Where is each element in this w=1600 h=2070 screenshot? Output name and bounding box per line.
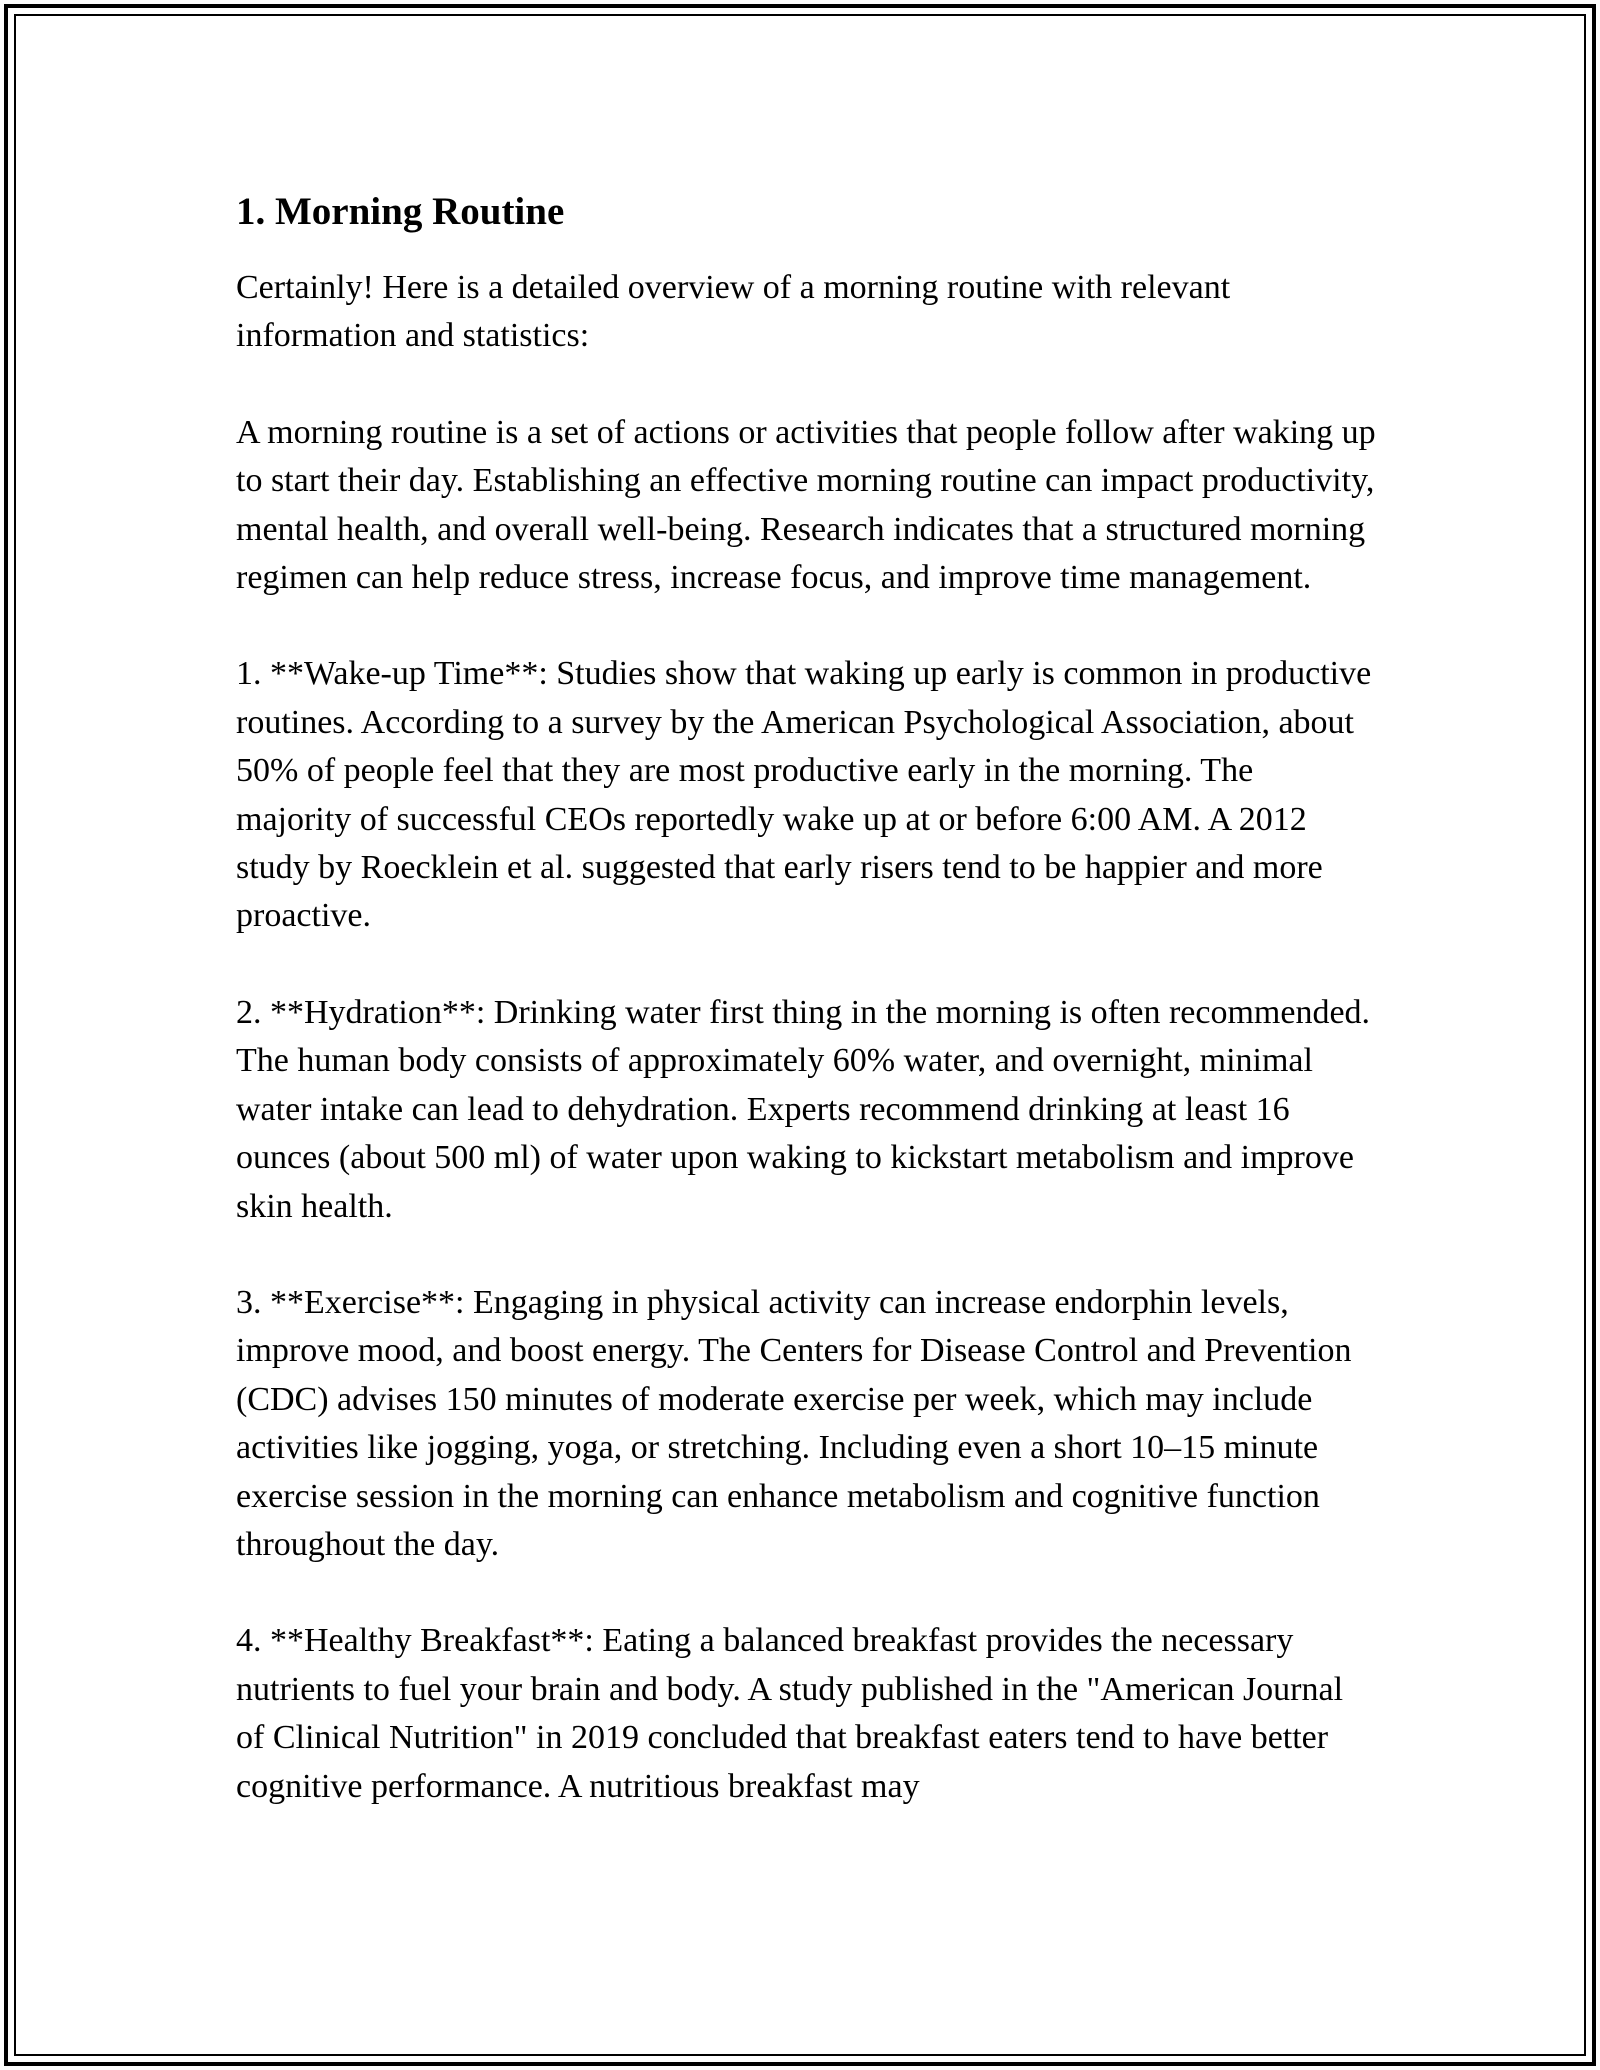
section-heading: 1. Morning Routine [236,190,565,233]
healthy-breakfast-paragraph: 4. **Healthy Breakfast**: Eating a balanced breakfast provides the necessary nutrients to fuel your brain and body. A study published in the "American Journal of Clinical Nutrition" in 2019 concluded that breakfast eaters tend to have better cognitive performance. A nutritious breakfast may [236,1622,1344,1805]
exercise-paragraph: 3. **Exercise**: Engaging in physical activity can increase endorphin levels, improve mood, and boost energy. The Centers for Disease Control and Prevention (CDC) advises 150 minutes of moderate exercise per week, which may include activities like jogging, yoga, or stretching. Including even a short 10–15 minute exercise session in the morning can enhance metabolism and cognitive function throughout the day. [236,1283,1352,1563]
document-page [236,186,1376,1811]
intro-paragraph: Certainly! Here is a detailed overview of a morning routine with relevant information and statistics: [236,269,1231,355]
hydration-paragraph: 2. **Hydration**: Drinking water first thing in the morning is often recommended. The human body consists of approximately 60% water, and overnight, minimal water intake can lead to dehydration. Experts recommend drinking at least 16 ounces (about 500 ml) of water upon waking to kickstart metabolism and improve skin health. [236,993,1371,1225]
overview-paragraph: A morning routine is a set of actions or activities that people follow after waking up to start their day. Establishing an effective morning routine can impact productivity, mental health, and overall well-being. Research indicates that a structured morning regimen can help reduce stress, increase focus, and improve time management. [236,413,1376,597]
wake-up-time-paragraph: 1. **Wake-up Time**: Studies show that waking up early is common in productive routines. According to a survey by the American Psychological Association, about 50% of people feel that they are most productive early in the morning. The majority of successful CEOs reportedly wake up at or before 6:00 AM. A 2012 study by Roecklein et al. suggested that early risers tend to be happier and more proactive. [236,655,1372,935]
